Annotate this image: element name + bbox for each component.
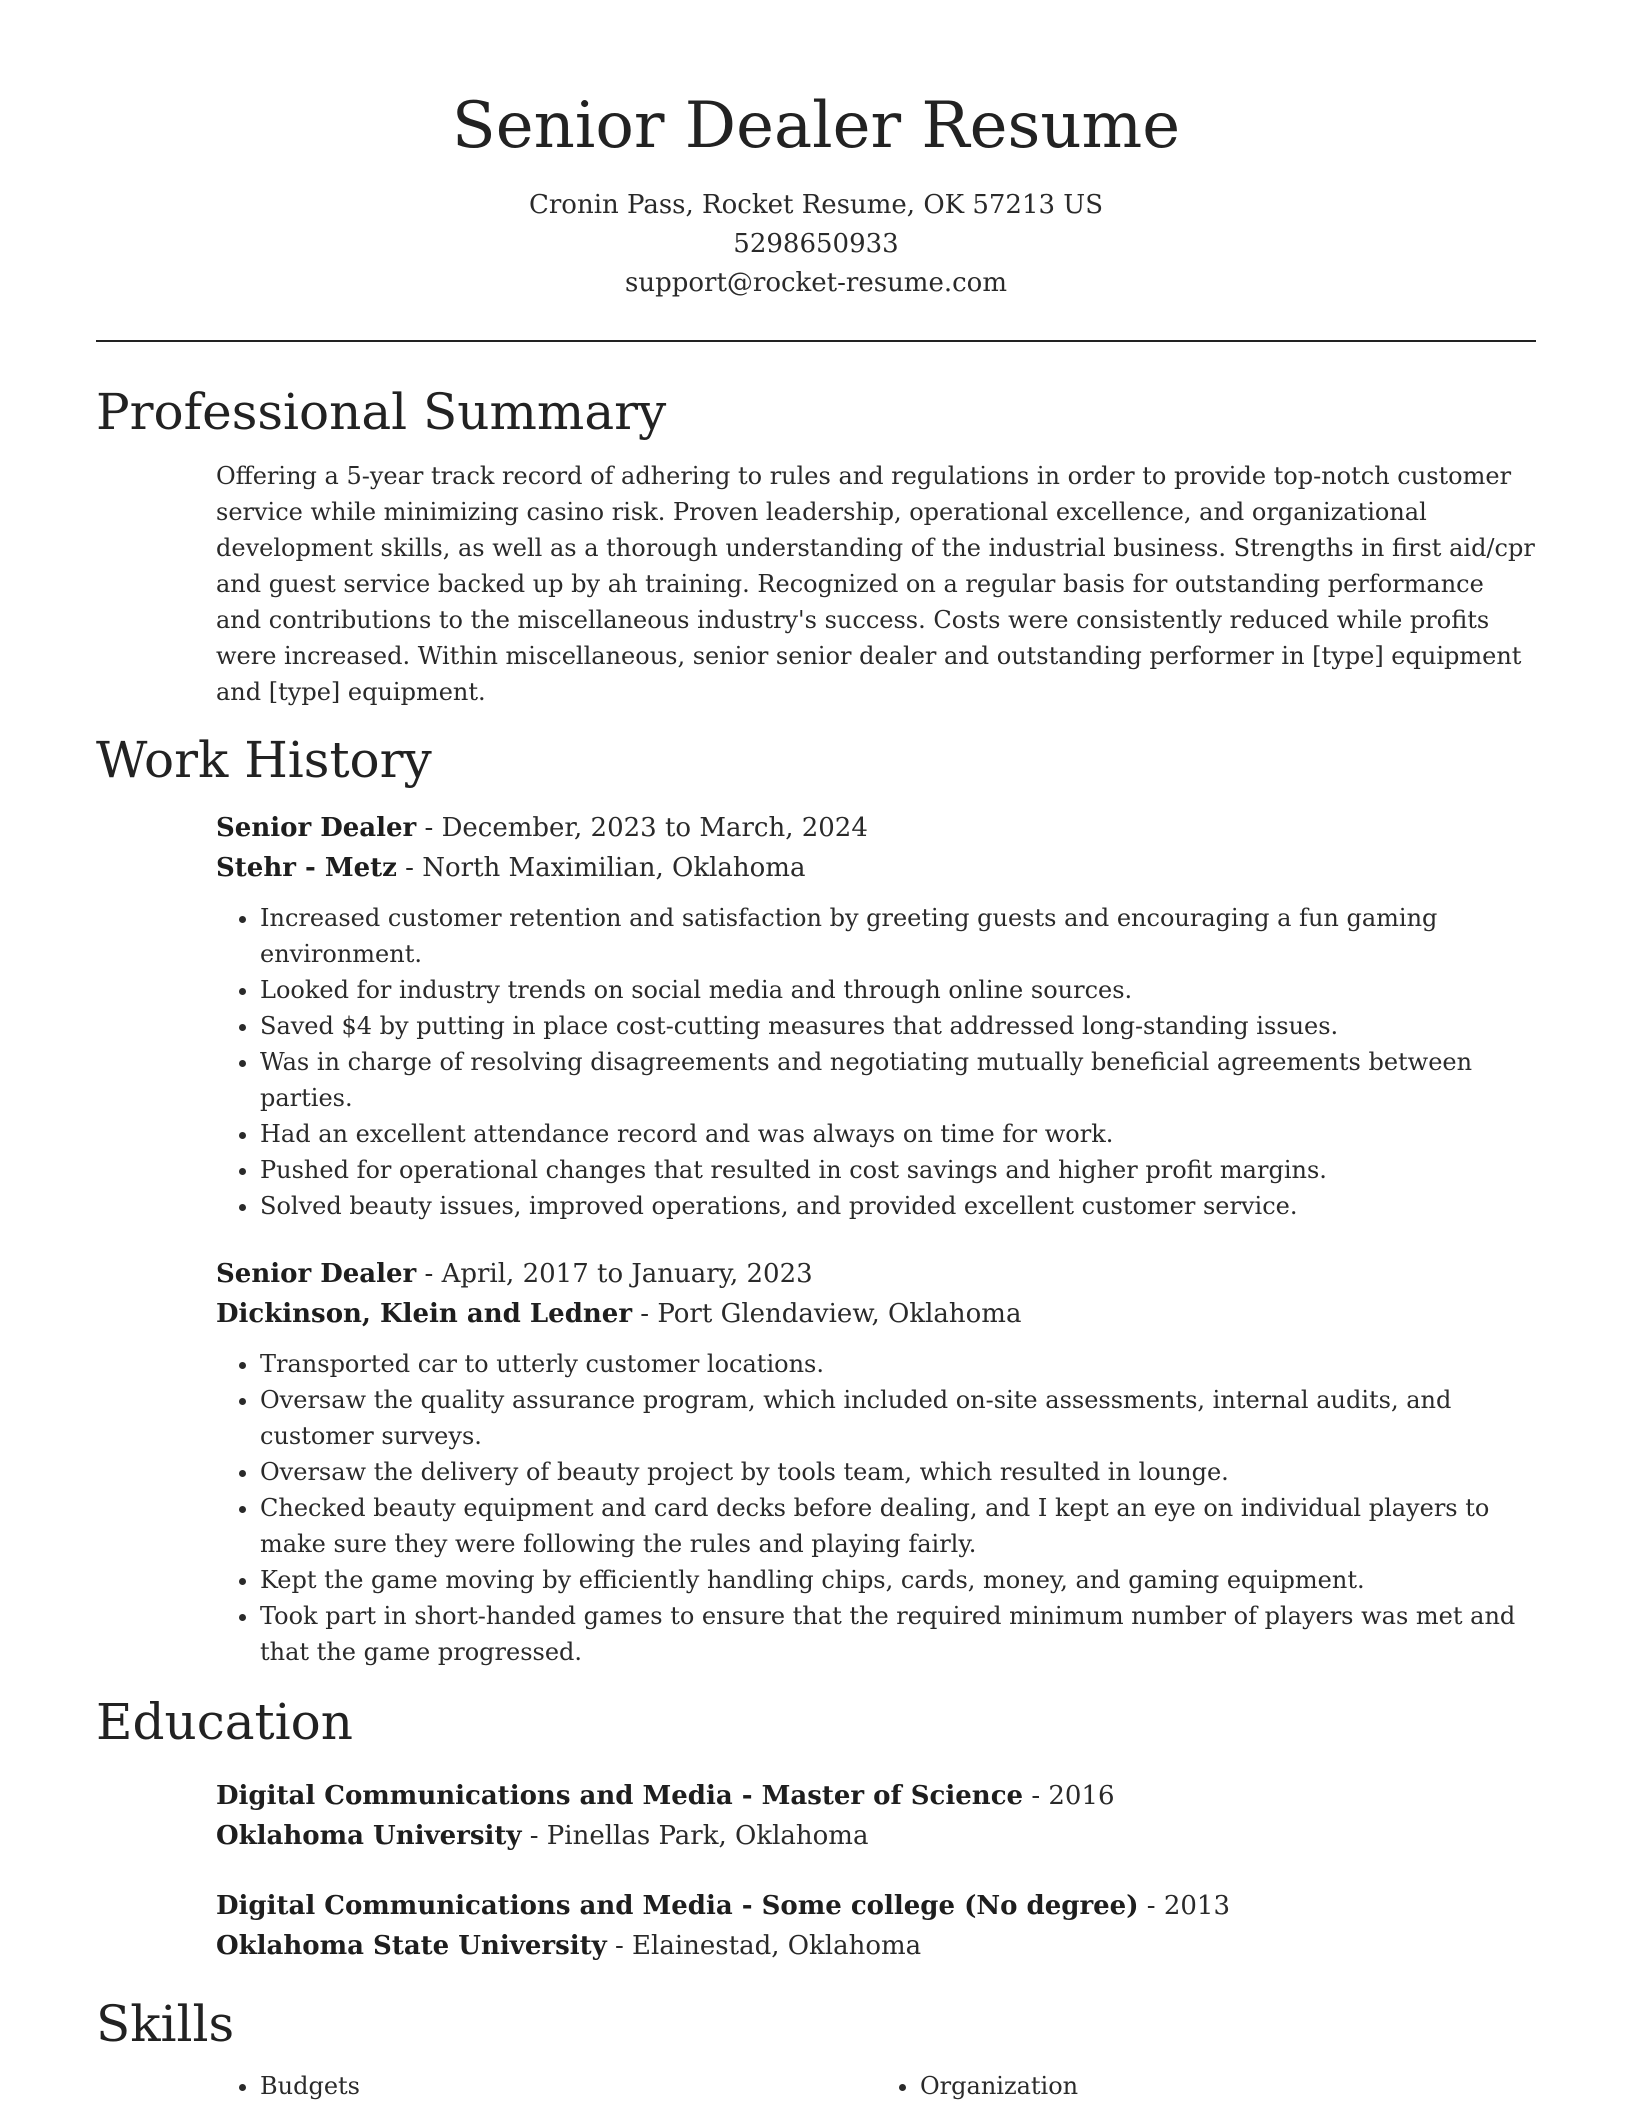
job-position: Senior Dealer: [216, 813, 417, 843]
summary-text: Offering a 5-year track record of adhering to rules and regulations in order to provide top-notch customer service while minimizing casino risk. Proven leadership, operational excellence, and organizational development skills, as well as a thorough understanding of the industrial business. Strengths in first aid/cpr and guest service backed up by ah training. Recognized on a regular basis for outstanding performance and contributions to the miscellaneous industry's success. Costs were consistently reduced while profits were increased. Within miscellaneous, senior senior dealer and outstanding performer in [type] equipment and [type] equipment.: [216, 462, 1535, 706]
section-title-skills: Skills: [96, 1995, 235, 2053]
work-history-section: [216, 808, 1536, 1670]
list-item: • Budgets: [260, 2068, 876, 2104]
list-item: • Looked for industry trends on social media and through online sources.: [260, 972, 1536, 1008]
job-company: Stehr - Metz: [216, 853, 397, 883]
job-company-line: [216, 1294, 1536, 1334]
job-title-line: [216, 1254, 1536, 1294]
education-field: Digital Communications and Media: [216, 1891, 733, 1921]
phone: 5298650933: [733, 229, 899, 259]
header-divider: [96, 340, 1536, 342]
education-location: - Elainestad, Oklahoma: [606, 1931, 922, 1961]
job-bullets: [216, 1346, 1536, 1670]
education-degree-line: [216, 1886, 1536, 1926]
list-item: • Saved $4 by putting in place cost-cutting measures that addressed long-standing issues.: [260, 1008, 1536, 1044]
contact-info: [96, 186, 1536, 303]
list-item: • Increased customer retention and satisfaction by greeting guests and encouraging a fun gaming environment.: [260, 900, 1536, 972]
list-item: • Pushed for operational changes that resulted in cost savings and higher profit margins.: [260, 1152, 1536, 1188]
section-title-education: Education: [96, 1693, 353, 1751]
job-dates: - April, 2017 to January, 2023: [416, 1259, 813, 1289]
email: support@rocket-resume.com: [624, 268, 1007, 298]
skills-list-left: [216, 2068, 876, 2104]
education-school: Oklahoma State University: [216, 1931, 607, 1961]
list-item: • Took part in short-handed games to ensure that the required minimum number of players was met and that the game progressed.: [260, 1598, 1536, 1670]
section-title-summary: Professional Summary: [96, 383, 667, 441]
list-item: • Transported car to utterly customer locations.: [260, 1346, 1536, 1382]
job-bullets: [216, 900, 1536, 1224]
list-item: • Oversaw the quality assurance program, which included on-site assessments, internal audits, and customer surveys.: [260, 1382, 1536, 1454]
job-title-line: [216, 808, 1536, 848]
education-entry: [216, 1776, 1536, 1856]
job-entry: [216, 808, 1536, 1224]
education-school: Oklahoma University: [216, 1821, 522, 1851]
job-company: Dickinson, Klein and Ledner: [216, 1299, 633, 1329]
address: Cronin Pass, Rocket Resume, OK 57213 US: [528, 190, 1104, 220]
list-item: • Kept the game moving by efficiently handling chips, cards, money, and gaming equipment.: [260, 1562, 1536, 1598]
list-item: • Checked beauty equipment and card decks before dealing, and I kept an eye on individual players to make sure they were following the rules and playing fairly.: [260, 1490, 1536, 1562]
education-school-line: [216, 1816, 1536, 1856]
job-entry: [216, 1254, 1536, 1670]
skills-list-right: [876, 2068, 1536, 2104]
list-item: • Had an excellent attendance record and was always on time for work.: [260, 1116, 1536, 1152]
education-year: - 2016: [1023, 1781, 1115, 1811]
job-location: - Port Glendaview, Oklahoma: [632, 1299, 1022, 1329]
education-entry: [216, 1886, 1536, 1966]
job-position: Senior Dealer: [216, 1259, 417, 1289]
resume-header: [96, 0, 1536, 303]
education-degree: - Some college (No degree): [732, 1891, 1139, 1921]
education-location: - Pinellas Park, Oklahoma: [521, 1821, 869, 1851]
job-company-line: [216, 848, 1536, 888]
list-item: • Oversaw the delivery of beauty project by tools team, which resulted in lounge.: [260, 1454, 1536, 1490]
job-location: - North Maximilian, Oklahoma: [396, 853, 806, 883]
summary-section: [216, 458, 1536, 710]
education-year: - 2013: [1138, 1891, 1231, 1921]
education-degree: - Master of Science: [732, 1781, 1024, 1811]
job-dates: - December, 2023 to March, 2024: [416, 813, 868, 843]
resume-title: Senior Dealer Resume: [451, 89, 1181, 163]
education-degree-line: [216, 1776, 1536, 1816]
education-section: [216, 1776, 1536, 1966]
resume-page: [96, 0, 1536, 2104]
education-field: Digital Communications and Media: [216, 1781, 733, 1811]
skills-section: [216, 2068, 1536, 2104]
section-title-work-history: Work History: [96, 731, 432, 789]
list-item: • Was in charge of resolving disagreements and negotiating mutually beneficial agreements between parties.: [260, 1044, 1536, 1116]
education-school-line: [216, 1926, 1536, 1966]
list-item: • Organization: [920, 2068, 1536, 2104]
list-item: • Solved beauty issues, improved operations, and provided excellent customer service.: [260, 1188, 1536, 1224]
